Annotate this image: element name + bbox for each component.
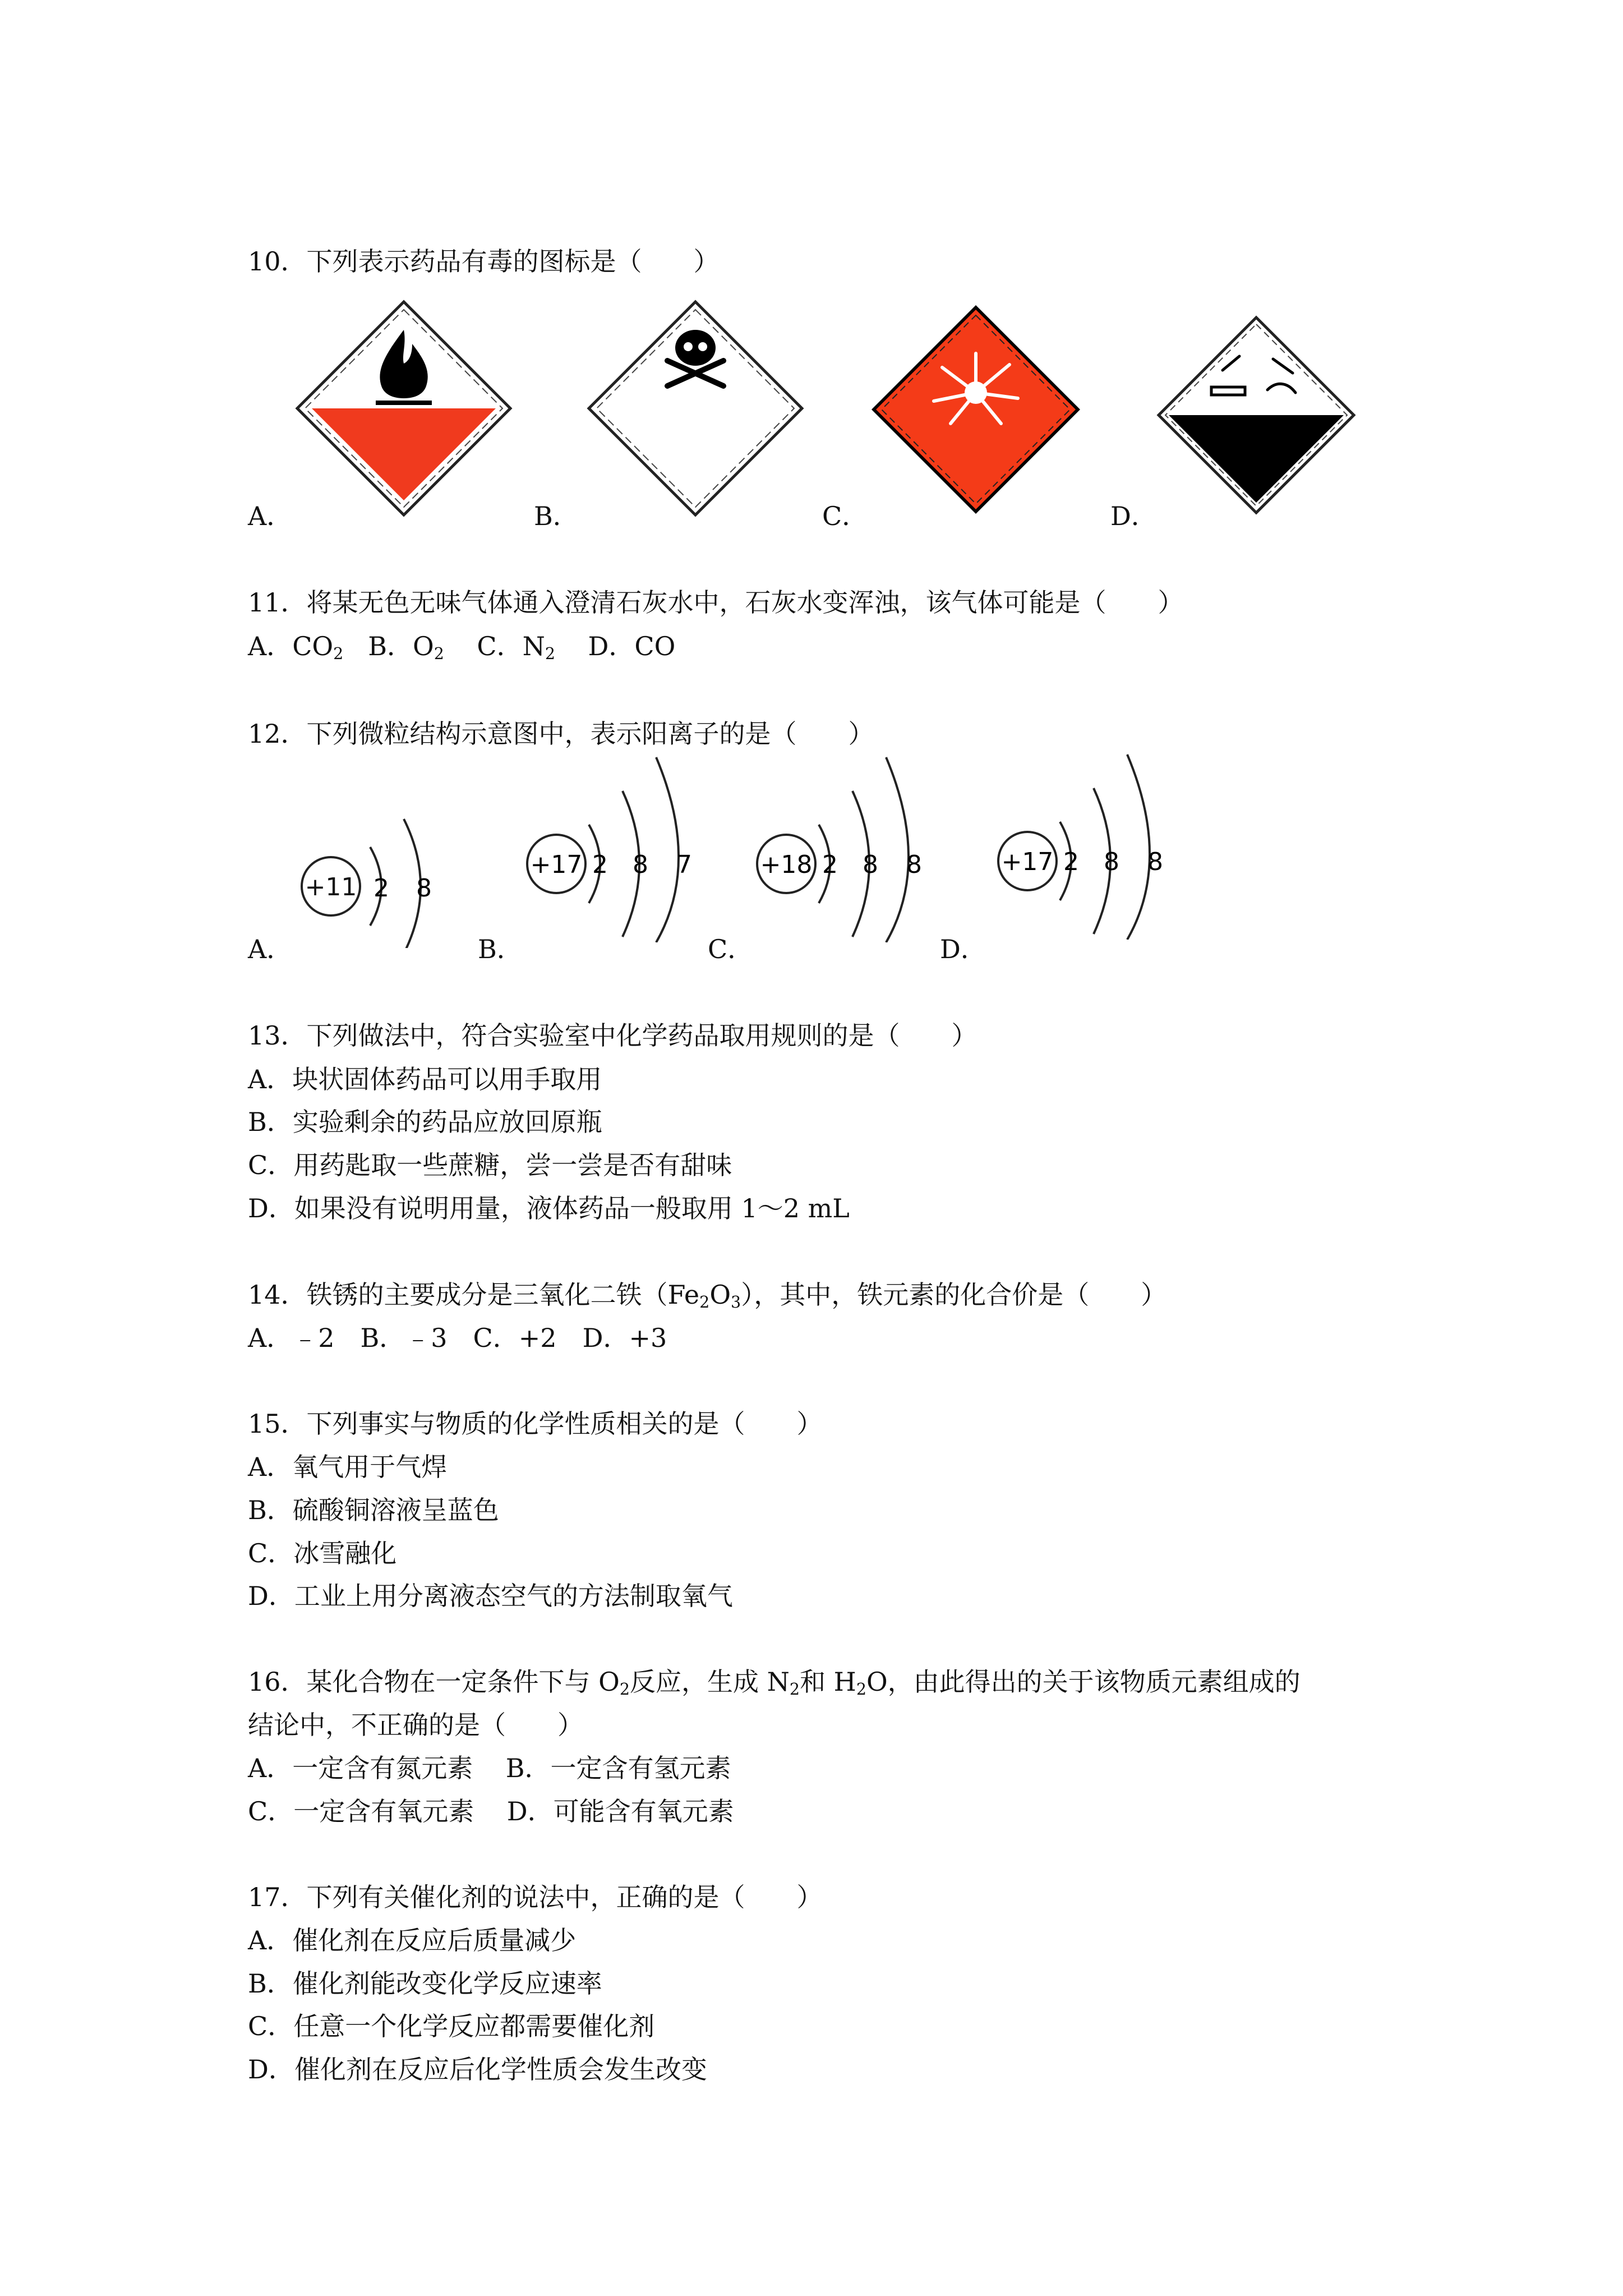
q13-option-d: D．如果没有说明用量，液体药品一般取用 1～2 mL (248, 1193, 850, 1223)
q10-option-d-label: D． (1110, 501, 1157, 531)
shell-electrons: 2 (822, 850, 838, 879)
q15-option-c: C．冰雪融化 (248, 1538, 397, 1568)
q16-options-row1 (248, 1751, 731, 1785)
q16-option-c: C．一定含有氧元素 (248, 1796, 474, 1826)
q16-stem-line2: 结论中，不正确的是（ ） (248, 1710, 583, 1740)
shell-electrons: 8 (1147, 848, 1163, 876)
q16-option-a: A．一定含有氮元素 (248, 1753, 473, 1783)
shell-electrons: 7 (676, 850, 692, 879)
q10-option-c-label: C． (822, 501, 868, 531)
q12-option-c-label: C． (708, 934, 754, 964)
q13-option-a: A．块状固体药品可以用手取用 (248, 1064, 602, 1094)
shell-electrons: 8 (863, 850, 878, 879)
explosive-icon (869, 303, 1082, 516)
nucleus-charge: +17 (530, 850, 583, 879)
atom-structure-diagram-d (987, 749, 1178, 940)
shell-electrons: 2 (1063, 848, 1079, 876)
q15-option-a: A．氧气用于气焊 (248, 1452, 448, 1482)
q12-option-a-label: A． (248, 934, 293, 964)
q17-option-b: B．催化剂能改变化学反应速率 (248, 1968, 602, 1999)
q14-options: A．﹣2 B．﹣3 C．+2 D．+3 (248, 1323, 667, 1353)
q10-option-b-label: B． (534, 501, 579, 531)
q12-option-b-label: B． (478, 934, 523, 964)
atom-structure-diagram-a (292, 802, 449, 948)
nucleus-charge: +17 (1001, 848, 1054, 876)
q13-stem: 13．下列做法中，符合实验室中化学药品取用规则的是（ ） (248, 1020, 978, 1051)
q11-option-b: B．$O_2$ (368, 631, 444, 664)
atom-structure-diagram-c (746, 752, 937, 942)
corrosive-icon (1155, 314, 1357, 516)
shell-electrons: 8 (633, 850, 648, 879)
q17-option-a: A．催化剂在反应后质量减少 (248, 1925, 577, 1955)
q15-stem: 15．下列事实与物质的化学性质相关的是（ ） (248, 1409, 823, 1439)
nucleus-charge: +18 (760, 850, 813, 879)
q14-stem: 14．铁锈的主要成分是三氧化二铁$(Fe_2O_3)$，其中，铁元素的化合价是（ ） (248, 1280, 1167, 1312)
q17-option-d: D．催化剂在反应后化学性质会发生改变 (248, 2054, 707, 2085)
q15-option-b: B．硫酸铜溶液呈蓝色 (248, 1495, 499, 1525)
q10-option-a-label: A． (248, 501, 293, 531)
shell-electrons: 2 (592, 850, 608, 879)
atom-structure-diagram-b (516, 752, 707, 942)
q12-stem: 12．下列微粒结构示意图中，表示阳离子的是（ ） (248, 719, 874, 749)
q13-option-c: C．用药匙取一些蔗糖，尝一尝是否有甜味 (248, 1150, 732, 1180)
q11-option-c: C．$N_2$ (477, 631, 555, 664)
q16-stem: 16．某化合物在一定条件下与 $O_2$反应，生成 $N_2$和 $H_2O$，由此得出的关于该物质元素组成的 (248, 1667, 1301, 1699)
q11-options (248, 629, 675, 663)
toxic-skull-icon (583, 296, 808, 521)
q12-option-d-label: D． (940, 934, 986, 964)
q16-options-row2 (248, 1795, 734, 1828)
q15-option-d: D．工业上用分离液态空气的方法制取氧气 (248, 1581, 733, 1611)
flammable-solid-icon (292, 296, 516, 521)
nucleus-charge: +11 (305, 873, 357, 901)
shell-electrons: 8 (416, 874, 432, 903)
q10-stem: 10．下列表示药品有毒的图标是（ ） (248, 246, 720, 277)
shell-electrons: 2 (374, 874, 389, 903)
shell-electrons: 8 (1104, 848, 1119, 876)
q17-option-c: C．任意一个化学反应都需要催化剂 (248, 2011, 655, 2041)
shell-electrons: 8 (906, 850, 922, 879)
q17-stem: 17．下列有关催化剂的说法中，正确的是（ ） (248, 1882, 823, 1912)
q11-option-d: D．CO (588, 631, 676, 661)
q16-option-b: B．一定含有氢元素 (505, 1753, 731, 1783)
q16-option-d: D．可能含有氧元素 (506, 1796, 734, 1826)
q11-option-a: A．$CO_2$ (248, 631, 344, 664)
q11-stem: 11．将某无色无味气体通入澄清石灰水中，石灰水变浑浊，该气体可能是（ ） (248, 587, 1184, 618)
q13-option-b: B．实验剩余的药品应放回原瓶 (248, 1107, 602, 1137)
